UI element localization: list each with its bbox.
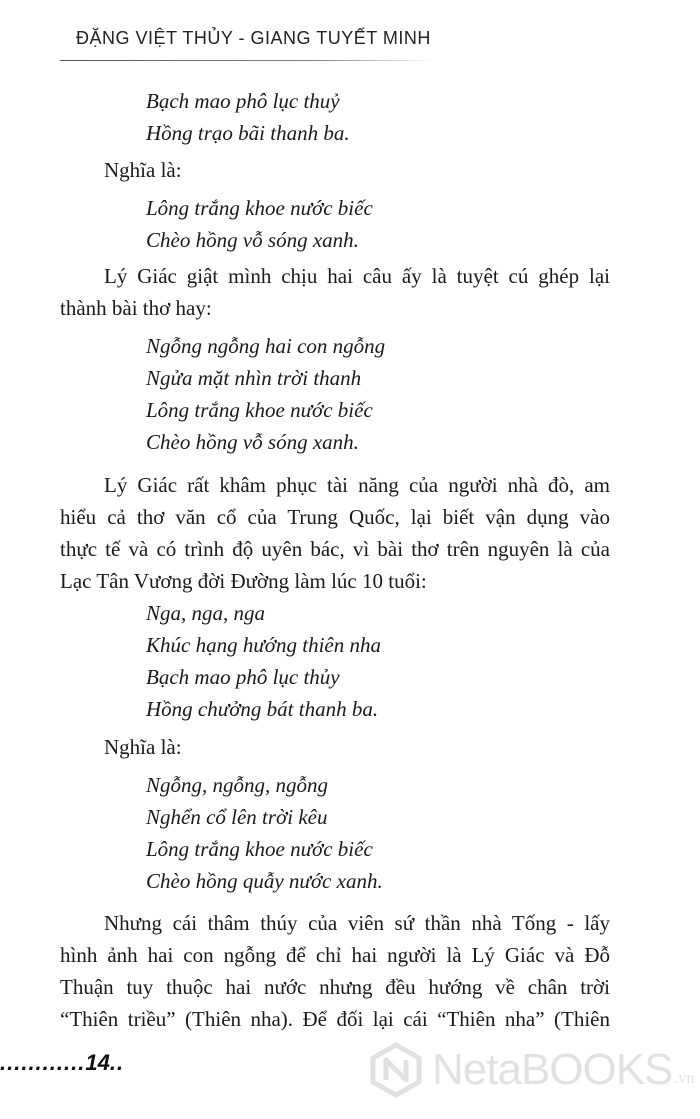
verse5-line-2: Nghển cổ lên trời kêu — [146, 805, 328, 829]
verse3-line-1: Ngỗng ngỗng hai con ngỗng — [146, 334, 386, 358]
verse2-line-1: Lông trắng khoe nước biếc — [146, 196, 373, 220]
paragraph-2 — [60, 469, 610, 597]
verse4-line-2: Khúc hạng hướng thiên nha — [146, 633, 381, 657]
paragraph-3-line: Nhưng cái thâm thúy của viên sứ thần nhà Tống - lấy — [104, 911, 610, 935]
paragraph-2-line: Lý Giác rất khâm phục tài năng của người nhà đò, am — [104, 473, 610, 497]
header-divider — [60, 60, 435, 61]
verse1-line-1: Bạch mao phô lục thuỷ — [146, 89, 340, 113]
verse3-line-4: Chèo hồng vỗ sóng xanh. — [146, 430, 359, 454]
paragraph-1 — [60, 260, 610, 324]
paragraph-2-line: Lạc Tân Vương đời Đường làm lúc 10 tuổi: — [60, 569, 427, 593]
meaning-label-1: Nghĩa là: — [104, 158, 182, 182]
verse3-line-3: Lông trắng khoe nước biếc — [146, 398, 373, 422]
publisher-watermark — [368, 1040, 698, 1100]
running-header: ĐẶNG VIỆT THỦY - GIANG TUYẾT MINH — [76, 28, 431, 48]
paragraph-2-line: thực tế và có trình độ uyên bác, vì bài thơ trên nguyên là của — [60, 537, 610, 561]
watermark-text: NetaBOOKS — [432, 1045, 673, 1094]
verse4-line-1: Nga, nga, nga — [146, 601, 266, 625]
paragraph-3-line: Thuận tuy thuộc hai nước nhưng đều hướng về chân trời — [60, 975, 610, 999]
verse4-line-4: Hồng chưởng bát thanh ba. — [146, 697, 379, 721]
verse3-line-2: Ngửa mặt nhìn trời thanh — [146, 366, 362, 390]
verse1-line-2: Hồng trạo bãi thanh ba. — [146, 121, 350, 145]
paragraph-3-line: “Thiên triều” (Thiên nha). Để đối lại cái “Thiên nha” (Thiên — [60, 1007, 610, 1031]
verse5-line-3: Lông trắng khoe nước biếc — [146, 837, 373, 861]
watermark-suffix: .vn — [674, 1070, 695, 1087]
paragraph-3-line: hình ảnh hai con ngỗng để chỉ hai người là Lý Giác và Đỗ — [60, 943, 610, 967]
netabooks-logo-icon — [368, 1042, 424, 1098]
page-number: 14 — [85, 1050, 110, 1075]
paragraph-1-line: thành bài thơ hay: — [60, 296, 212, 320]
footer-dots-after: .. — [109, 1050, 125, 1075]
paragraph-2-line: hiểu cả thơ văn cổ của Trung Quốc, lại biết vận dụng vào — [60, 505, 610, 529]
paragraph-1-line: Lý Giác giật mình chịu hai câu ấy là tuyệt cú ghép lại — [104, 264, 610, 288]
footer-dots: ............ — [0, 1050, 86, 1075]
verse2-line-2: Chèo hồng vỗ sóng xanh. — [146, 228, 359, 252]
verse5-line-1: Ngỗng, ngỗng, ngỗng — [146, 773, 329, 797]
verse5-line-4: Chèo hồng quẫy nước xanh. — [146, 869, 383, 893]
verse4-line-3: Bạch mao phô lục thủy — [146, 665, 340, 689]
paragraph-3 — [60, 907, 610, 1035]
meaning-label-2: Nghĩa là: — [104, 735, 182, 759]
page-footer — [0, 1050, 125, 1076]
